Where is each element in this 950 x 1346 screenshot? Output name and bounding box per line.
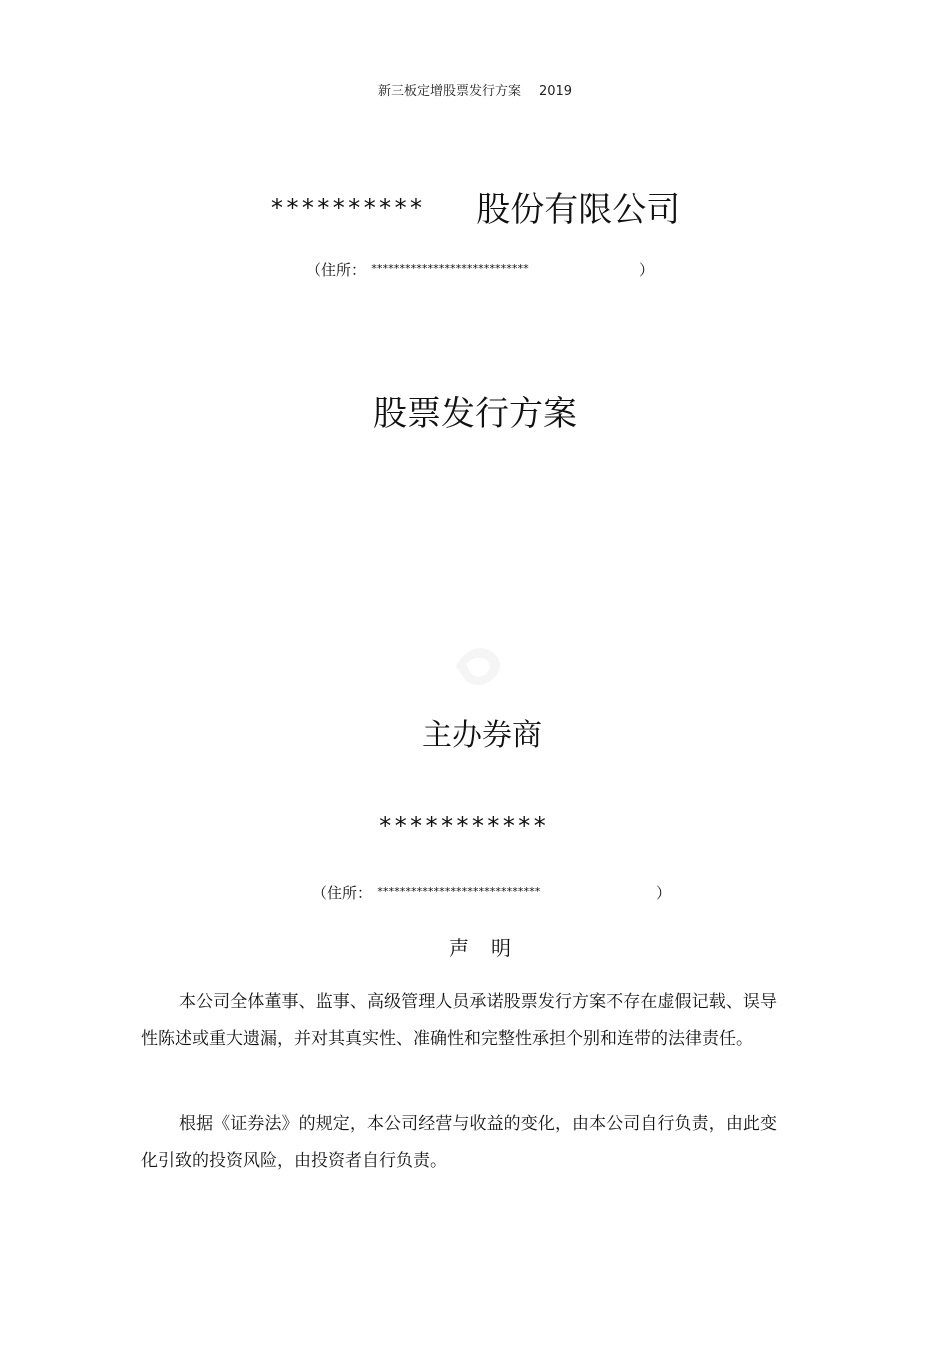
watermark-icon — [446, 636, 516, 696]
broker-title: 主办券商 — [422, 718, 542, 753]
company-heading — [0, 182, 950, 231]
broker-address — [312, 882, 672, 903]
declaration-paragraph: 根据《证券法》的规定，本公司经营与收益的变化，由本公司自行负责，由此变化引致的投资风险，由投资者自行负责。 — [141, 1114, 777, 1171]
company-masked-prefix: ********** — [269, 193, 425, 222]
header-year: 2019 — [538, 84, 573, 99]
broker-address-value: ***************************** — [376, 885, 540, 898]
company-address-value: **************************** — [370, 262, 529, 275]
header-title: 新三板定增股票发行方案 — [377, 84, 521, 99]
broker-masked-name: *********** — [378, 812, 548, 840]
company-address — [306, 259, 655, 280]
broker-address-label: （住所： — [312, 884, 373, 902]
company-address-close: ） — [639, 261, 655, 279]
page-header — [0, 80, 950, 99]
document-title: 股票发行方案 — [373, 394, 577, 434]
company-name: 股份有限公司 — [476, 190, 681, 230]
declaration-paragraph: 本公司全体董事、监事、高级管理人员承诺股票发行方案不存在虚假记载、误导性陈述或重大遗漏，并对其真实性、准确性和完整性承担个别和连带的法律责任。 — [141, 992, 777, 1049]
company-address-label: （住所： — [306, 261, 367, 279]
broker-address-close: ） — [656, 884, 672, 902]
declaration-title: 声明 — [449, 936, 533, 960]
